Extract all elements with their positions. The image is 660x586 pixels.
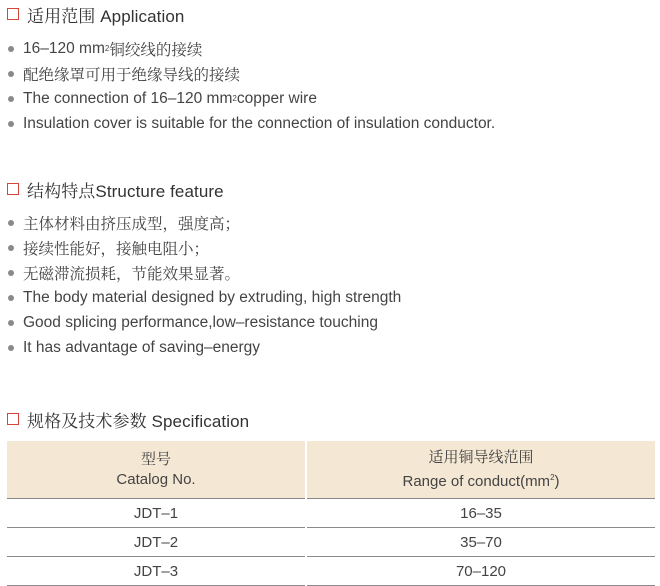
bullet-icon (8, 295, 14, 301)
list-item: The connection of 16–120 mm 2 copper wire (7, 86, 657, 111)
range-cell: 35–70 (306, 528, 655, 557)
structure-section (7, 177, 657, 360)
bullet-icon (8, 245, 14, 251)
list-item: Insulation cover is suitable for the connection of insulation conductor. (7, 111, 657, 136)
application-list (7, 36, 657, 136)
specification-section (7, 407, 657, 431)
bullet-icon (8, 320, 14, 326)
bullet-icon (8, 121, 14, 127)
range-cell: 16–35 (306, 499, 655, 528)
structure-title: 结构特点Structure feature (27, 181, 224, 201)
list-item: Good splicing performance,low–resistance touching (7, 310, 657, 335)
bullet-icon (8, 270, 14, 276)
list-item: It has advantage of saving–energy (7, 335, 657, 360)
table-row (7, 499, 655, 528)
model-cell: JDT–1 (7, 499, 306, 528)
structure-list (7, 210, 657, 360)
list-item: 接续性能好，接触电阻小； (7, 235, 657, 260)
list-item: 配绝缘罩可用于绝缘导线的接续 (7, 61, 657, 86)
range-header: 适用铜导线范围 Range of $conduct(mm^2)$ (306, 441, 655, 499)
application-section (7, 2, 657, 136)
model-cell: JDT–2 (7, 528, 306, 557)
range-cell: 70–120 (306, 557, 655, 586)
model-cell: JDT–3 (7, 557, 306, 586)
table-header-row (7, 441, 655, 499)
bullet-icon (8, 220, 14, 226)
specification-title: 规格及技术参数 Specification (27, 411, 250, 431)
bullet-icon (8, 96, 14, 102)
list-item: 16–120 mm 2 铜绞线的接续 (7, 36, 657, 61)
application-heading (7, 2, 657, 26)
bullet-icon (8, 46, 14, 52)
table-row (7, 557, 655, 586)
checkbox-square-icon (7, 183, 19, 195)
checkbox-square-icon (7, 8, 19, 20)
specification-heading (7, 407, 657, 431)
spec-table (7, 441, 655, 586)
application-title: 适用范围 Application (27, 6, 185, 26)
structure-heading (7, 177, 657, 201)
catalog-header: 型号 Catalog No. (7, 441, 306, 499)
checkbox-square-icon (7, 413, 19, 425)
list-item: 无磁滞流损耗，节能效果显著。 (7, 260, 657, 285)
bullet-icon (8, 71, 14, 77)
list-item: The body material designed by extruding, high strength (7, 285, 657, 310)
table-row (7, 528, 655, 557)
bullet-icon (8, 345, 14, 351)
list-item: 主体材料由挤压成型，强度高； (7, 210, 657, 235)
